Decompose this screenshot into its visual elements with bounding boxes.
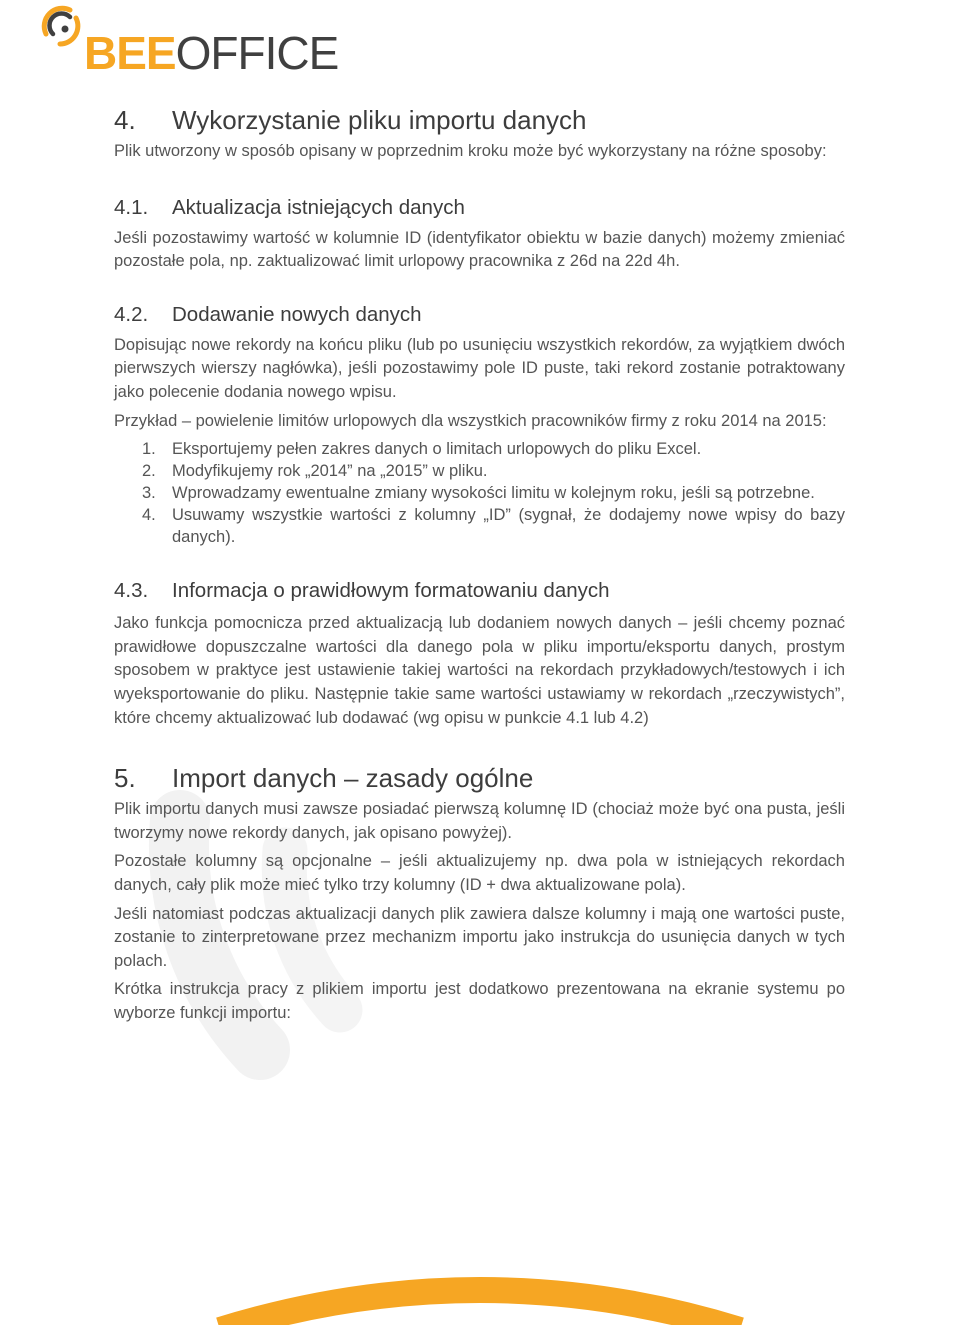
step-number: 1. [142,440,156,459]
section-title: Informacja o prawidłowym formatowaniu danych [172,579,610,603]
step-number: 2. [142,462,156,481]
section-number: 4.2. [114,302,149,326]
section-4-2-heading [114,302,845,328]
section-4-heading [114,104,845,136]
section-title: Dodawanie nowych danych [172,302,422,326]
step-text: Usuwamy wszystkie wartości z kolumny „ID” (sygnał, że dodajemy nowe wpisy do bazy danych). [172,506,845,547]
step-text: Eksportujemy pełen zakres danych o limitach urlopowych do pliku Excel. [172,440,702,459]
section-5-paragraph-3: Jeśli natomiast podczas aktualizacji danych plik zawiera dalsze kolumny i mają one wartości puste, zostanie to zinterpretowane przez mechanizm importu jako instrukcja do usunięcia danych w tych polach. [114,904,845,970]
section-number: 4.1. [114,195,149,219]
list-item [114,460,845,482]
list-item [114,438,845,460]
section-5-paragraph-1: Plik importu danych musi zawsze posiadać pierwszą kolumnę ID (chociaż może być ona pusta, jeśli tworzymy nowe rekordy danych, jak opisano powyżej). [114,800,845,842]
section-title: Wykorzystanie pliku importu danych [172,105,587,135]
beeoffice-logo [40,4,339,82]
logo-bee: BEE [84,27,176,79]
section-number: 4.3. [114,579,149,603]
list-item [114,482,845,504]
section-4-1-body: Jeśli pozostawimy wartość w kolumnie ID (identyfikator obiektu w bazie danych) możemy zmieniać pozostałe pola, np. zaktualizować limit urlopowy pracownika z 26d na 22d 4h. [114,228,845,271]
section-4-1-heading [114,195,845,221]
section-4-3-heading [114,578,845,604]
steps-list [114,438,845,548]
step-number: 3. [142,484,156,503]
section-number: 4. [114,105,136,135]
footer-orange-arc [210,1270,750,1325]
section-number: 5. [114,763,136,794]
section-title: Import danych – zasady ogólne [172,763,534,794]
section-title: Aktualizacja istniejących danych [172,195,465,219]
section-4-2-body: Dopisując nowe rekordy na końcu pliku (lub po usunięciu wszystkich rekordów, za wyjątkiem dwóch pierwszych wierszy nagłówka), jeśli pozostawimy pole ID puste, taki rekord zostanie potraktowany jako polecenie dodania nowego wpisu. [114,335,845,401]
logo-wordmark [84,27,339,79]
step-number: 4. [142,506,156,525]
section-5-paragraph-2: Pozostałe kolumny są opcjonalne – jeśli aktualizujemy np. dwa pola w istniejących rekordach danych, cały plik może mieć tylko trzy kolumny (ID + dwa aktualizowane pola). [114,852,845,894]
section-4-3-body: Jako funkcja pomocnicza przed aktualizacją lub dodaniem nowych danych – jeśli chcemy poznać prawidłowe dopuszczalne wartości dla danego pola w pliku importu/eksportu danych, prostym sposobem w praktyce jest ustawienie takiej wartości na rekordach przykładowych/testowych i ich wyeksportowanie do pliku. Następnie takie same wartości ustawiamy w rekordach „rzeczywistych”, które chcemy aktualizować lub dodawać (wg opisu w punkcie 4.1 lub 4.2) [114,614,845,727]
step-text: Wprowadzamy ewentualne zmiany wysokości limitu w kolejnym roku, jeśli są potrzebne. [172,484,815,503]
logo-office: OFFICE [175,27,339,79]
section-4-intro: Plik utworzony w sposób opisany w poprzednim kroku może być wykorzystany na różne sposoby: [114,142,827,160]
list-item [114,504,845,548]
section-5-paragraph-4: Krótka instrukcja pracy z plikiem importu jest dodatkowo prezentowana na ekranie systemu po wyborze funkcji importu: [114,980,845,1022]
step-text: Modyfikujemy rok „2014” na „2015” w pliku. [172,462,488,481]
section-5-heading [114,762,845,794]
logo-signal-icon [40,4,86,50]
document-body [114,100,845,1025]
section-4-2-example: Przykład – powielenie limitów urlopowych dla wszystkich pracowników firmy z roku 2014 na 2015: [114,411,827,430]
